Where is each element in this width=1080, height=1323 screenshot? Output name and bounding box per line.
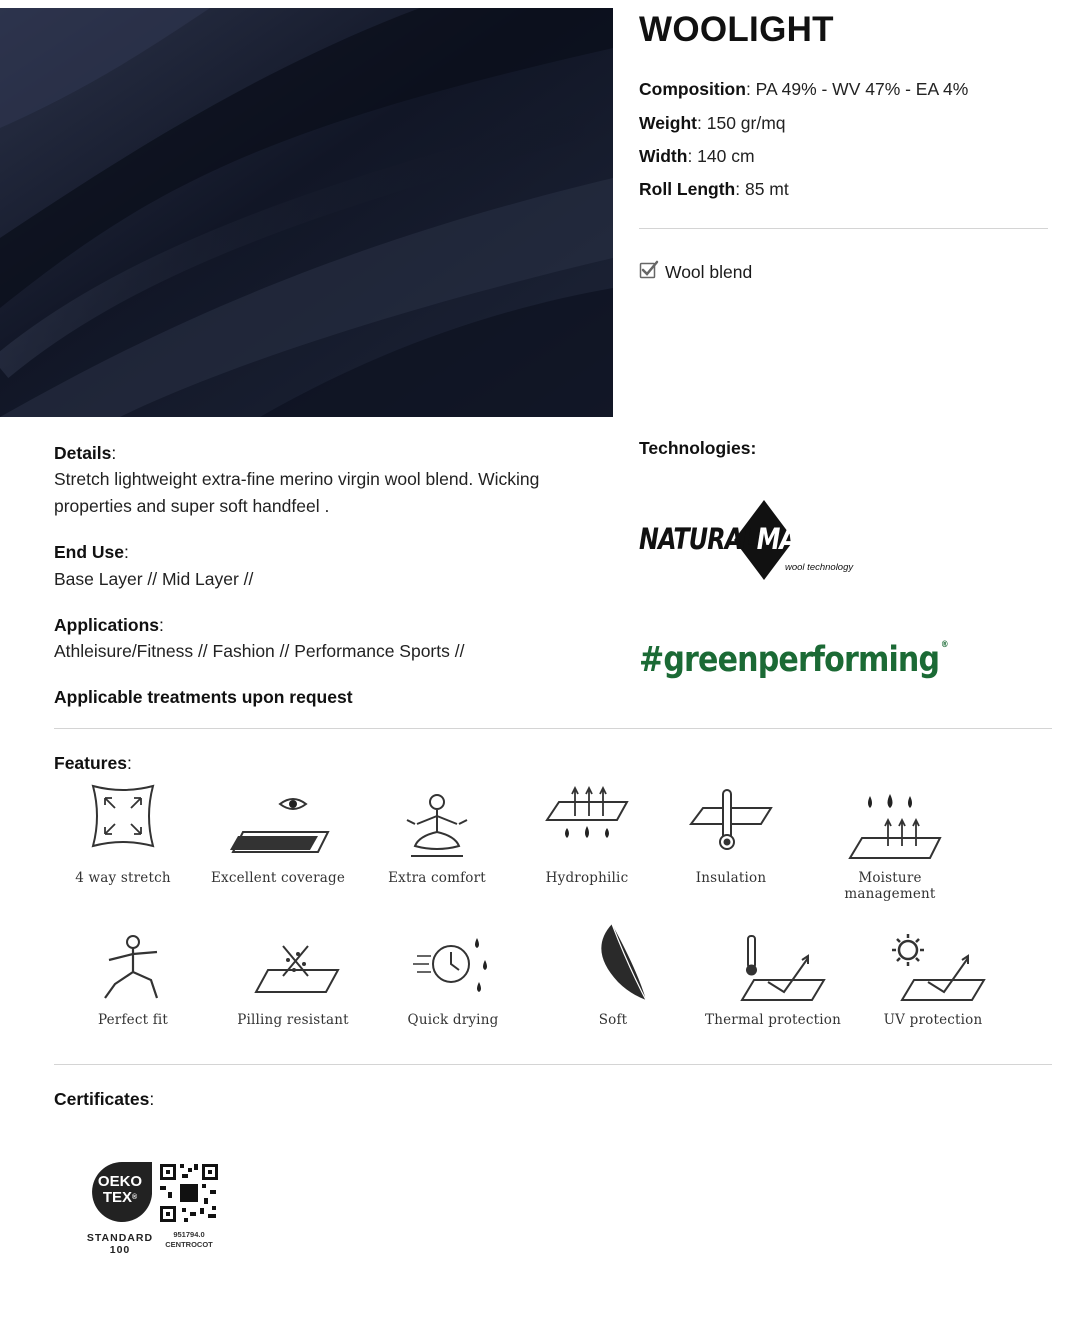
feature-extra-comfort: Extra comfort <box>362 780 512 886</box>
feature-uv-protection: UV protection <box>858 930 1008 1028</box>
spec-width: Width: 140 cm <box>639 146 755 166</box>
greenperforming-logo: #greenperforming ® <box>639 640 949 680</box>
quick-dry-icon <box>403 930 503 1008</box>
feature-moisture-management: Moisture management <box>815 780 965 902</box>
hydrophilic-icon <box>537 780 637 866</box>
moisture-icon <box>830 780 950 866</box>
oeko-tex-badge: OEKO TEX® STANDARD 100 951794.0 CENTROCOT <box>84 1158 224 1258</box>
naturalmatch-logo: NATURALMATCH wool technology <box>639 498 859 582</box>
product-title: WOOLIGHT <box>639 10 834 49</box>
divider <box>54 1064 1052 1065</box>
feature-perfect-fit: Perfect fit <box>58 930 208 1028</box>
wool-blend-check: Wool blend <box>639 260 752 285</box>
technologies-heading: Technologies: <box>639 438 757 458</box>
fabric-image <box>0 8 613 417</box>
divider <box>54 728 1052 729</box>
spec-composition: Composition: PA 49% - WV 47% - EA 4% <box>639 79 969 99</box>
feature-4-way-stretch: 4 way stretch <box>48 780 198 886</box>
spec-weight: Weight: 150 gr/mq <box>639 113 786 133</box>
end-use-text: Base Layer // Mid Layer // <box>54 569 254 589</box>
details-text: Stretch lightweight extra-fine merino virgin wool blend. Wicking properties and super soft handfeel . <box>54 469 540 516</box>
spec-roll-length: Roll Length: 85 mt <box>639 179 789 199</box>
sun-icon <box>878 930 988 1008</box>
checkbox-icon <box>639 260 659 285</box>
applications-heading: Applications: <box>54 615 164 635</box>
end-use-heading: End Use: <box>54 542 129 562</box>
qr-code <box>158 1162 220 1224</box>
thermometer-icon <box>681 780 781 866</box>
certificates-heading: Certificates: <box>54 1089 155 1109</box>
coverage-icon <box>218 780 338 866</box>
details-heading: Details: <box>54 443 117 463</box>
feature-hydrophilic: Hydrophilic <box>512 780 662 886</box>
feature-quick-drying: Quick drying <box>378 930 528 1028</box>
feature-soft: Soft <box>538 920 688 1028</box>
meditation-icon <box>397 780 477 866</box>
pilling-icon <box>238 930 348 1008</box>
thermal-icon <box>718 930 828 1008</box>
features-heading: Features: <box>54 753 132 773</box>
feather-icon <box>568 920 658 1008</box>
divider <box>639 228 1048 229</box>
feature-excellent-coverage: Excellent coverage <box>203 780 353 886</box>
feature-pilling-resistant: Pilling resistant <box>218 930 368 1028</box>
feature-thermal-protection: Thermal protection <box>698 930 848 1028</box>
stretch-icon <box>83 780 163 866</box>
martial-arts-icon <box>93 930 173 1008</box>
feature-insulation: Insulation <box>656 780 806 886</box>
treatments-note: Applicable treatments upon request <box>54 687 353 707</box>
applications-text: Athleisure/Fitness // Fashion // Performance Sports // <box>54 641 465 661</box>
